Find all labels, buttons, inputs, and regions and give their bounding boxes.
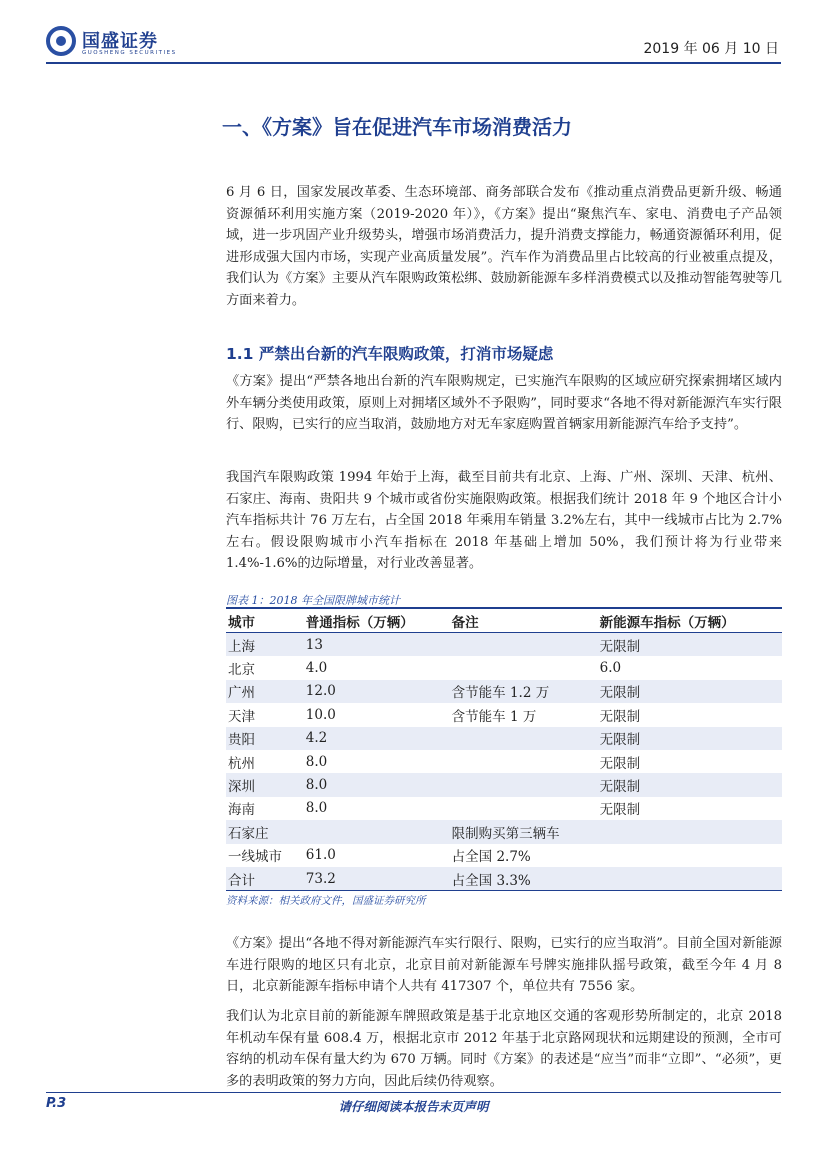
cell-remark: 占全国 2.7% xyxy=(451,849,531,866)
logo-text: 国盛证券 xyxy=(82,31,158,52)
section-heading: 一、《方案》旨在促进汽车市场消费活力 xyxy=(222,115,572,139)
cell-regular-quota: 73.2 xyxy=(304,867,450,891)
cell-remark xyxy=(450,727,598,750)
footer-divider xyxy=(46,1092,781,1093)
cell-city: 北京 xyxy=(228,662,255,679)
nev-policy-paragraph: 《方案》提出“各地不得对新能源汽车实行限行、限购，已实行的应当取消”。目前全国对新能源车进行限购的地区只有北京，北京目前对新能源车号牌实施排队摇号政策，截至今年 4 月 8 日，北京新能源车指标申请个人共有 417307 个，单位共有 7556 家。 xyxy=(226,936,782,994)
table-row xyxy=(226,750,782,773)
policy-paragraph: 《方案》提出“严禁各地出台新的汽车限购规定，已实施汽车限购的区域应研究探索拥堵区域内外车辆分类使用政策，原则上对拥堵区域外不予限购”，同时要求“各地不得对新能源汽车实行限行、限购，已实行的应当取消，鼓励地方对无车家庭购置首辆家用新能源汽车给予支持”。 xyxy=(226,374,782,432)
column-header-nev-quota: 新能源车指标（万辆） xyxy=(598,608,782,633)
cell-remark xyxy=(450,750,598,773)
page-number: P.3 xyxy=(46,1096,67,1111)
report-date: 2019 年 06 月 10 日 xyxy=(643,41,779,57)
cell-remark xyxy=(450,797,598,820)
intro-paragraph: 6 月 6 日，国家发展改革委、生态环境部、商务部联合发布《推动重点消费品更新升级、畅通资源循环利用实施方案（2019-2020 年）》，《方案》提出“聚焦汽车、家电、消费电子产品领域，进一步巩固产业升级势头，增强市场消费活力，提升消费支撑能力，畅通资源循环利用，促进形成强大国内市场，实现产业高质量发展”。汽车作为消费品里占比较高的行业被重点提及，我们认为《方案》主要从汽车限购政策松绑、鼓励新能源车多样消费模式以及推动智能驾驶等几方面来着力。 xyxy=(226,185,782,308)
cell-regular-quota: 8.0 xyxy=(304,773,450,796)
cell-regular-quota: 8.0 xyxy=(305,753,328,770)
statistics-paragraph: 我国汽车限购政策 1994 年始于上海，截至目前共有北京、上海、广州、深圳、天津、杭州、石家庄、海南、贵阳共 9 个城市或省份实施限购政策。根据我们统计 2018 年 9 个地区合计小汽车指标共计 76 万左右，占全国 2018 年乘用车销量 3.2%左右，其中一线城市占比为 2.7%左右。假设限购城市小汽车指标在 2018 年基础上增加 50%，我们预计将为行业带来 1.4%-1.6%的边际增量，对行业改善显著。 xyxy=(226,470,782,571)
header-divider xyxy=(46,62,781,64)
cell-remark: 含节能车 1.2 万 xyxy=(450,680,598,703)
cell-regular-quota: 61.0 xyxy=(305,847,336,864)
column-header-remark: 备注 xyxy=(450,608,598,633)
cell-regular-quota xyxy=(304,820,450,843)
page-header xyxy=(0,0,827,70)
cell-city: 上海 xyxy=(226,633,304,657)
cell-city: 合计 xyxy=(226,867,304,891)
disclaimer-note: 请仔细阅读本报告末页声明 xyxy=(338,1099,489,1114)
cell-city: 深圳 xyxy=(226,773,304,796)
cell-remark: 占全国 3.3% xyxy=(450,867,598,891)
table-caption: 图表 1：2018 年全国限牌城市统计 xyxy=(226,594,400,607)
table-row xyxy=(226,867,782,891)
cell-city: 广州 xyxy=(226,680,304,703)
cell-remark xyxy=(450,773,598,796)
cell-remark xyxy=(450,633,598,657)
cell-nev-quota xyxy=(598,867,782,891)
cell-nev-quota xyxy=(598,844,782,867)
cell-nev-quota xyxy=(598,820,782,843)
cell-regular-quota: 4.0 xyxy=(305,660,328,677)
logo-mark-icon xyxy=(46,26,76,56)
cell-nev-quota: 无限制 xyxy=(598,727,782,750)
company-logo xyxy=(46,26,186,60)
table-row xyxy=(226,773,782,796)
cell-nev-quota: 无限制 xyxy=(598,633,782,657)
cell-city: 天津 xyxy=(228,708,255,725)
table-header-row xyxy=(226,608,782,633)
cell-city: 海南 xyxy=(228,802,255,819)
cell-remark: 限制购买第三辆车 xyxy=(450,820,598,843)
cell-regular-quota: 10.0 xyxy=(305,706,336,723)
cell-city: 一线城市 xyxy=(228,849,282,866)
cell-regular-quota: 13 xyxy=(304,633,450,657)
beijing-analysis-paragraph: 我们认为北京目前的新能源车牌照政策是基于北京地区交通的客观形势所制定的，北京 2018 年机动车保有量 608.4 万，根据北京市 2012 年基于北京路网现状和远期建设的预测，全市可容纳的机动车保有量大约为 670 万辆。同时《方案》的表述是“应当”而非“立即”、“必须”，更多的表明政策的努力方向，因此后续仍待观察。 xyxy=(226,1009,782,1089)
cell-city: 杭州 xyxy=(228,755,255,772)
cell-nev-quota: 无限制 xyxy=(599,755,641,772)
column-header-city: 城市 xyxy=(226,608,304,633)
subsection-heading: 1.1 严禁出台新的汽车限购政策，打消市场疑虑 xyxy=(226,345,554,363)
city-quota-table xyxy=(226,607,782,891)
cell-regular-quota: 4.2 xyxy=(304,727,450,750)
table-row xyxy=(226,844,782,867)
cell-city: 贵阳 xyxy=(226,727,304,750)
table-row xyxy=(226,680,782,703)
cell-nev-quota: 无限制 xyxy=(599,708,641,725)
cell-regular-quota: 8.0 xyxy=(305,800,328,817)
column-header-regular-quota: 普通指标（万辆） xyxy=(304,608,450,633)
table-source-note: 资料来源：相关政府文件，国盛证券研究所 xyxy=(226,895,426,907)
table-row xyxy=(226,633,782,657)
table-row xyxy=(226,727,782,750)
cell-nev-quota: 6.0 xyxy=(599,660,622,677)
cell-remark xyxy=(450,656,598,679)
table-row xyxy=(226,703,782,726)
table-row xyxy=(226,820,782,843)
cell-nev-quota: 无限制 xyxy=(599,802,641,819)
table-row xyxy=(226,656,782,679)
logo-subtext: GUOSHENG SECURITIES xyxy=(82,50,177,56)
table-row xyxy=(226,797,782,820)
cell-regular-quota: 12.0 xyxy=(304,680,450,703)
cell-city: 石家庄 xyxy=(226,820,304,843)
cell-remark: 含节能车 1 万 xyxy=(451,708,537,725)
cell-nev-quota: 无限制 xyxy=(598,680,782,703)
cell-nev-quota: 无限制 xyxy=(598,773,782,796)
